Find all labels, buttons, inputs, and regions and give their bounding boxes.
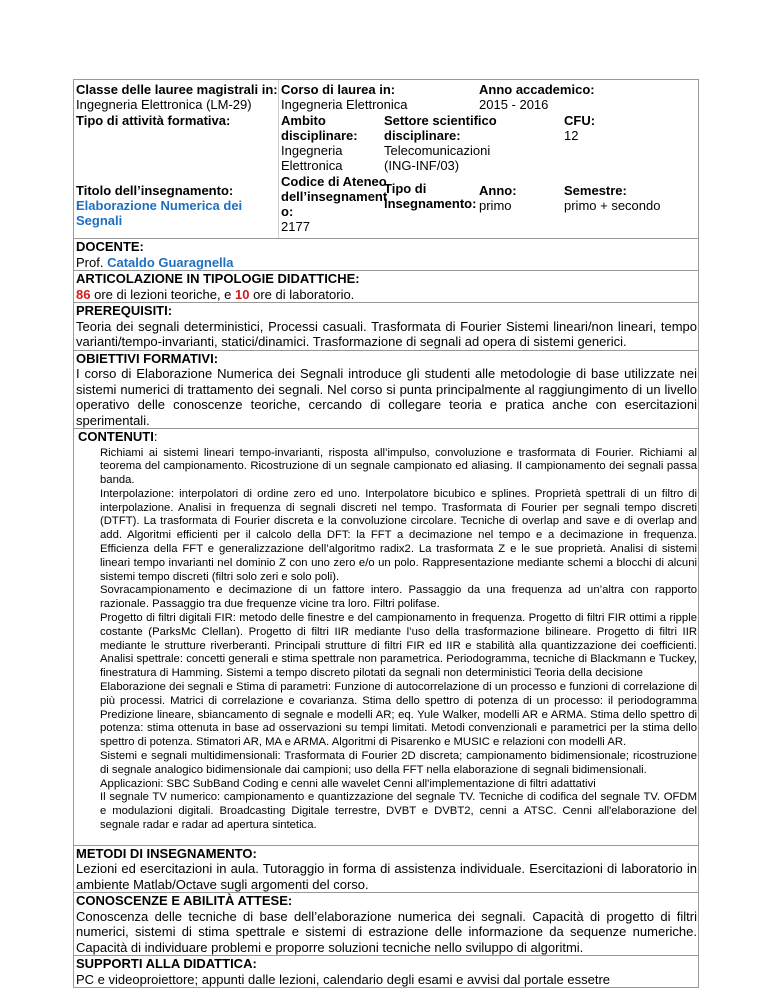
prerequisiti-text: Teoria dei segnali deterministici, Processi casuali. Trasformata di Fourier Sistemi lineari/non lineari, tempo varianti/tempo-invarianti, statici/dinamici. Trasformazione di segnali ad opera di sistemi generici.: [76, 318, 697, 349]
articolazione-section: [74, 271, 698, 303]
tipo-insegnamento-label-2: insegnamento:: [384, 196, 477, 211]
ambito-value-2: Elettronica: [281, 158, 343, 173]
docente-name: Cataldo Guaragnella: [107, 254, 234, 270]
settore-label-2: disciplinare:: [384, 128, 461, 143]
docente-section: [74, 239, 698, 271]
supporti-section: [74, 956, 698, 987]
classe-label: Classe delle lauree magistrali in:: [76, 82, 278, 97]
corso-value: Ingegneria Elettronica: [281, 97, 408, 112]
tipo-attivita-label: Tipo di attività formativa:: [76, 113, 231, 128]
docente-label: DOCENTE:: [76, 239, 144, 254]
contenuti-paragraph: Elaborazione dei segnali e Stima di parametri: Funzione di autocorrelazione di un processo e funzioni di correlazione di più processi. Matrici di correlazione e covarianza. Stima dello spettro di potenza di un processo: il periodogramma Predizione lineare, sbiancamento di segnale e modelli AR; eq. Yule Walker, modelli AR e ARMA. Stima dello spettro di potenza: stima ottenuta in base ad osservazioni su tempi limitati. Metodi convenzionali e parametrici per la stima dello spettro di potenza. Stimatori AR, MA e ARMA. Algoritmi di Pisarenko e MUSIC e relazioni con modelli AR.: [100, 681, 697, 749]
titolo-label: Titolo dell’insegnamento:: [76, 183, 234, 198]
anno-label: Anno:: [479, 183, 517, 198]
ambito-value-1: Ingegneria: [281, 143, 343, 158]
column-divider: [278, 80, 279, 238]
contenuti-paragraph: Progetto di filtri digitali FIR: metodo delle finestre e del campionamento in frequenza. Progetto di filtri FIR ottimi a ripple costante (ParksMc Clellan). Progetto di filtri IIR mediante l’uso della trasformazione bilineare. Progetto di filtri IIR mediante le strutture riverberanti. Principali strutture di filtri FIR ed IIR e stabilità alla quantizzazione dei coefficienti. Analisi spettrale: concetti generali e stima spettrale non parametrica. Periodogramma, tecniche di Blackmann e Tuckey, finestratura di Hamming. Sistemi a tempo discreto pilotati da segnali non deterministici Teoria della decisione: [100, 612, 697, 680]
contenuti-paragraph: Il segnale TV numerico: campionamento e quantizzazione del segnale TV. Tecniche di codifica del segnale TV. OFDM e modulazioni digitali. Broadcasting Digitale terrestre, DVBT e DVBT2, cenni a ATSC. Cenni all'elaborazione del segnale radar e radar ad apertura sintetica.: [100, 791, 697, 832]
course-sheet: [73, 79, 699, 988]
anno-accademico-label: Anno accademico:: [479, 82, 595, 97]
anno-value: primo: [479, 198, 512, 213]
conoscenze-section: [74, 893, 698, 956]
titolo-value-1: Elaborazione Numerica dei: [76, 198, 243, 213]
ore-teoriche: 86: [76, 286, 91, 302]
articolazione-text-mid: ore di lezioni teoriche, e: [94, 286, 232, 302]
prerequisiti-section: [74, 303, 698, 351]
anno-accademico-value: 2015 - 2016: [479, 97, 549, 112]
contenuti-section: [74, 429, 698, 846]
semestre-label: Semestre:: [564, 183, 627, 198]
contenuti-colon: :: [153, 429, 158, 444]
codice-label-3: o:: [281, 204, 294, 219]
contenuti-paragraph: Richiami ai sistemi lineari tempo-invarianti, risposta all’impulso, convoluzione e trasformata di Fourier. Richiami al teorema del campionamento. Ricostruzione di un segnale campionato ed aliasing. Il campionamento dei segnali passa banda.: [100, 446, 697, 487]
contenuti-paragraph: Interpolazione: interpolatori di ordine zero ed uno. Interpolatore bicubico e splines. Proprietà spettrali di un filtro di interpolazione. Analisi in frequenza di segnali discreti nel tempo. Trasformata di Fourier per segnali tempo discreti (DTFT). La trasformata di Fourier discreta e la convoluzione circolare. Tecniche di overlap and save e di overlap and add. Algoritmi efficienti per il calcolo della DFT: la FFT a decimazione nel tempo e a decimazione in frequenza. Efficienza della FFT e generalizzazione dell’algoritmo radix2. La trasformata Z e le sue proprietà. Analisi di sistemi lineari tempo invarianti nel dominio Z con uno zero e/o un polo. Rappresentazione mediante schemi a blocchi di alcuni sistemi tempo discreti (filtri solo zeri e solo poli).: [100, 487, 697, 583]
supporti-text: PC e videoproiettore; appunti dalle lezioni, calendario degli esami e avvisi dal portale essetre: [76, 971, 611, 987]
settore-value-2: (ING-INF/03): [384, 158, 460, 173]
supporti-label: SUPPORTI ALLA DIDATTICA:: [76, 956, 257, 972]
header-grid: [74, 80, 698, 239]
corso-label: Corso di laurea in:: [281, 82, 396, 97]
codice-label-2: dell’insegnament: [281, 189, 388, 204]
codice-value: 2177: [281, 219, 310, 234]
obiettivi-section: [74, 351, 698, 430]
conoscenze-label: CONOSCENZE E ABILITÀ ATTESE:: [76, 893, 293, 909]
metodi-text: Lezioni ed esercitazioni in aula. Tutoraggio in forma di assistenza individuale. Esercitazioni di laboratorio in ambiente Matlab/Octave sugli argomenti del corso.: [76, 861, 697, 892]
titolo-value-2: Segnali: [76, 213, 123, 228]
conoscenze-text: Conoscenza delle tecniche di base dell’elaborazione numerica dei segnali. Capacità di progetto di filtri numerici, sistemi di stima spettrale e sistemi di estrazione delle informazione da sequenze numeriche. Capacità di individuare problemi e proporre soluzioni tecniche nello sviluppo di algoritmi.: [76, 908, 697, 955]
ambito-label-1: Ambito: [281, 113, 326, 128]
metodi-label: METODI DI INSEGNAMENTO:: [76, 845, 257, 861]
settore-value-1: Telecomunicazioni: [384, 143, 491, 158]
docente-prefix: Prof.: [76, 254, 104, 270]
codice-label-1: Codice di Ateneo: [281, 174, 387, 189]
metodi-section: [74, 846, 698, 894]
classe-value: Ingegneria Elettronica (LM-29): [76, 97, 252, 112]
obiettivi-label: OBIETTIVI FORMATIVI:: [76, 350, 219, 366]
cfu-value: 12: [564, 128, 579, 143]
articolazione-label: ARTICOLAZIONE IN TIPOLOGIE DIDATTICHE:: [76, 271, 360, 286]
tipo-insegnamento-label-1: Tipo di: [384, 181, 427, 196]
settore-label-1: Settore scientifico: [384, 113, 497, 128]
obiettivi-text: I corso di Elaborazione Numerica dei Segnali introduce gli studenti alle metodologie di base utilizzate nei sistemi numerici di trattamento dei segnali. Nel corso si punta principalmente al raggiungimento di un livello operativo delle conoscenze teoriche, cercando di collegare teoria e pratica anche con esercitazioni sperimentali.: [76, 366, 697, 428]
articolazione-text-end: ore di laboratorio.: [253, 286, 355, 302]
contenuti-paragraph: Sistemi e segnali multidimensionali: Trasformata di Fourier 2D discreta; campionamento bidimensionale; ricostruzione di segnale analogico bidimensionale dai campioni; uso della FFT nella elaborazione di segnali bidimensionali.: [100, 750, 697, 776]
prerequisiti-label: PREREQUISITI:: [76, 303, 173, 318]
cfu-label: CFU:: [564, 113, 596, 128]
contenuti-label: CONTENUTI: [78, 429, 154, 444]
contenuti-paragraph: Applicazioni: SBC SubBand Coding e cenni alle wavelet Cenni all'implementazione di filtri adattativi: [100, 777, 596, 790]
ore-laboratorio: 10: [235, 286, 250, 302]
contenuti-paragraph: Sovracampionamento e decimazione di un fattore intero. Passaggio da una frequenza ad un’altra con rapporto razionale. Passaggio tra due frequenze vicine tra loro. Filtri polifase.: [100, 584, 697, 611]
semestre-value: primo + secondo: [564, 198, 661, 213]
ambito-label-2: disciplinare:: [281, 128, 358, 143]
